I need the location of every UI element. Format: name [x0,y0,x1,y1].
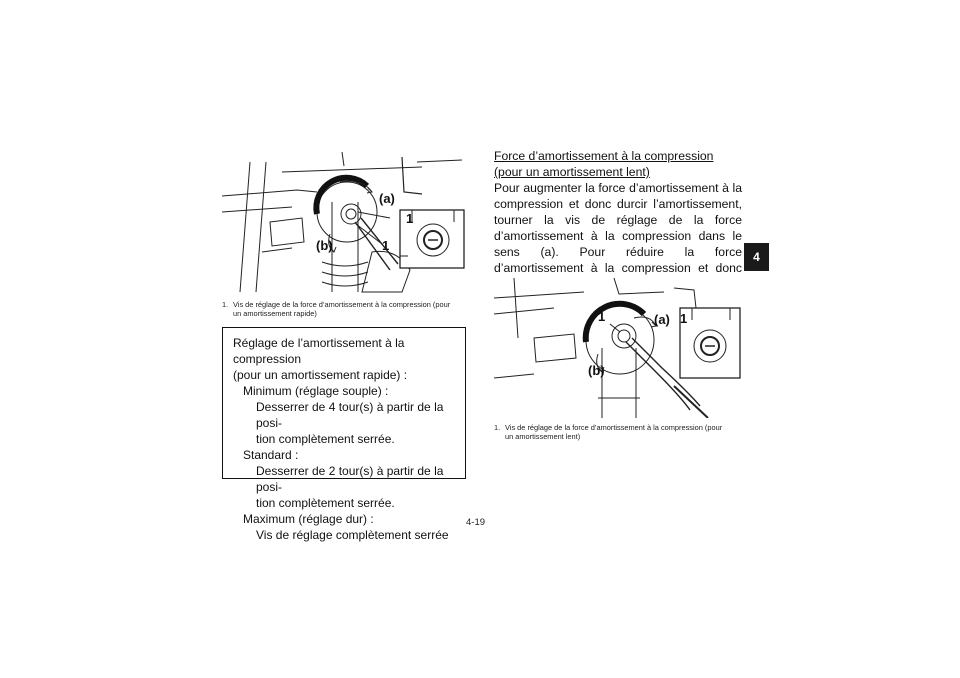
damping-spec-box [222,327,466,542]
callout-1-bottom: 1 [382,238,390,253]
spec-min-line2: tion complètement serrée. [256,432,395,446]
figure2-caption [494,423,724,441]
spec-min-label: Minimum (réglage souple) : [243,384,389,398]
page-number: 4-19 [466,517,486,528]
section-body: Pour augmenter la force d’amortissement à la compression et donc durcir l’amortissement, tourner la vis de réglage de la force d’amortissement à la compression dans le sens (a). Pour réduire la force d’amortissement à la compression et donc [494,181,742,275]
spec-min-line1: Desserrer de 4 tour(s) à partir de la posi- [256,400,444,430]
shock-absorber-illustration-fast [222,152,468,294]
spec-title-line1: Réglage de l’amortissement à la compression [233,336,405,366]
chapter-tab: 4 [744,243,769,271]
spec-max-label: Maximum (réglage dur) : [243,512,374,526]
spec-max-line1: Vis de réglage complètement serrée [256,528,449,542]
section-heading: Force d’amortissement à la compression (pour un amortissement lent) [494,149,714,179]
spec-title-line2: (pour un amortissement rapide) : [233,368,408,382]
label-a: (a) [379,191,395,206]
spec-std-line1: Desserrer de 2 tour(s) à partir de la posi- [256,464,444,494]
caption-text: Vis de réglage de la force d’amortissement à la compression (pour un amortissement rapide) [233,300,451,318]
spec-std-line2: tion complètement serrée. [256,496,395,510]
callout-1-top: 1 [406,211,414,226]
figure-compression-fast [222,152,468,294]
label-a: (a) [654,312,670,327]
label-callout-1-inset: 1 [680,311,688,326]
label-callout-1-left: 1 [598,309,606,324]
label-b: (b) [588,363,605,378]
caption-number: 1. [494,423,501,432]
label-b: (b) [316,238,333,253]
caption-text: Vis de réglage de la force d’amortissement à la compression (pour un amortissement lent) [505,423,723,441]
spec-std-label: Standard : [243,448,299,462]
figure1-caption [222,300,452,318]
figure-compression-slow [494,278,744,418]
caption-number: 1. [222,300,229,309]
shock-absorber-illustration-slow [494,278,744,418]
